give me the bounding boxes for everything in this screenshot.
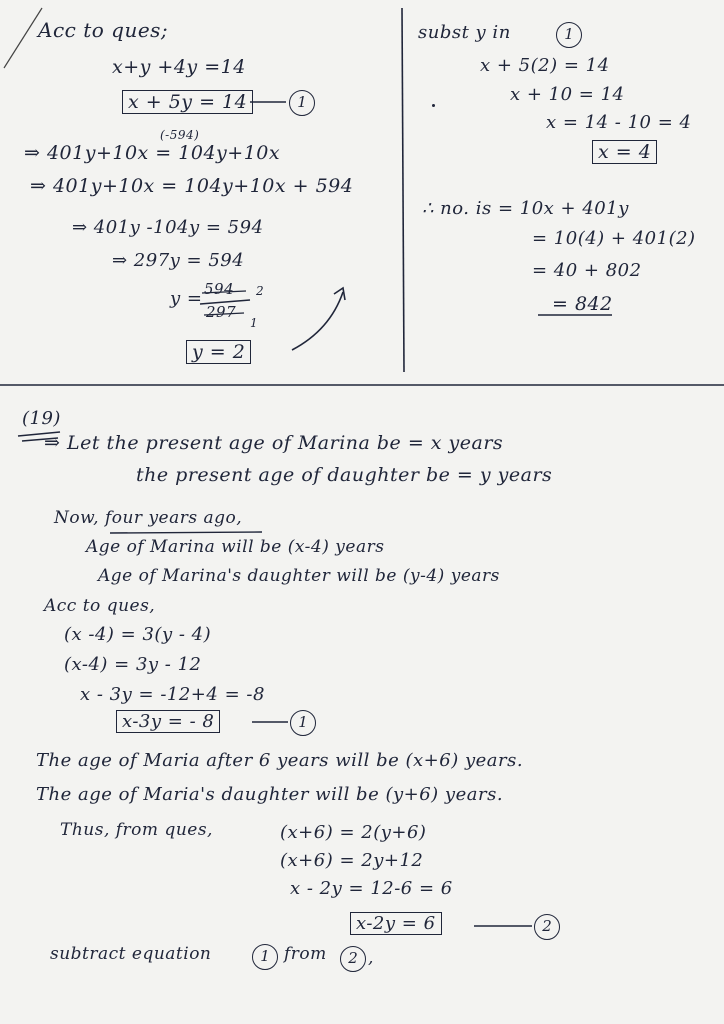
fraction-denominator: 297 bbox=[206, 303, 237, 321]
reduced-numerator: 2 bbox=[256, 284, 265, 298]
statement-line: Now, four years ago, bbox=[54, 508, 243, 528]
equation-line: = 10(4) + 401(2) bbox=[532, 228, 696, 249]
statement-line: the present age of daughter be = y years bbox=[136, 464, 553, 486]
equation-line: = 40 + 802 bbox=[532, 260, 642, 281]
statement-line: Age of Marina's daughter will be (y-4) years bbox=[98, 566, 500, 586]
stray-dot bbox=[432, 104, 435, 107]
equation-ref-circle: 2 bbox=[534, 914, 560, 940]
equation-line: x+y +4y =14 bbox=[112, 56, 246, 78]
equation-line: (x-4) = 3y - 12 bbox=[64, 654, 202, 675]
boxed-equation-1: x-3y = - 8 bbox=[116, 710, 220, 733]
four-years-underline bbox=[110, 532, 262, 533]
statement-line: Thus, from ques, bbox=[60, 820, 213, 840]
equation-line: x - 2y = 12-6 = 6 bbox=[290, 878, 453, 899]
equation-ref-circle: 1 bbox=[289, 90, 315, 116]
equation-ref-circle: 1 bbox=[556, 22, 582, 48]
acc-to-ques-label: Acc to ques, bbox=[44, 596, 156, 616]
equation-line: x + 5(2) = 14 bbox=[480, 55, 610, 76]
equation-line: x = 14 - 10 = 4 bbox=[546, 112, 692, 133]
arrow-curve bbox=[292, 292, 343, 350]
boxed-result-x: x = 4 bbox=[592, 140, 657, 164]
statement-line: The age of Maria's daughter will be (y+6) years. bbox=[36, 784, 504, 805]
equation-line: ⇒ 401y -104y = 594 bbox=[72, 217, 264, 238]
margin-annotation: (-594) bbox=[160, 128, 200, 142]
equation-line: x + 10 = 14 bbox=[510, 84, 625, 105]
equation-line: x - 3y = -12+4 = -8 bbox=[80, 684, 265, 705]
equation-line: ⇒ 401y+10x = 104y+10x bbox=[24, 142, 281, 164]
equation-ref-circle: 1 bbox=[252, 944, 278, 970]
fraction-numerator: 594 bbox=[204, 280, 235, 298]
question-number: (19) bbox=[22, 408, 61, 429]
equation-line: ⇒ 401y+10x = 104y+10x + 594 bbox=[30, 175, 354, 197]
equation-line: (x+6) = 2(y+6) bbox=[280, 822, 427, 843]
acc-to-ques-label: Acc to ques; bbox=[38, 18, 169, 42]
statement-line: subtract equation bbox=[50, 944, 212, 964]
trailing-comma: , bbox=[368, 948, 374, 968]
equation-line: (x -4) = 3(y - 4) bbox=[64, 624, 212, 645]
statement-line: ⇒ Let the present age of Marina be = x years bbox=[44, 432, 504, 454]
statement-line: The age of Maria after 6 years will be (x+6) years. bbox=[36, 750, 524, 771]
final-answer: = 842 bbox=[552, 293, 613, 315]
vertical-divider bbox=[402, 8, 404, 372]
equation-line: (x+6) = 2y+12 bbox=[280, 850, 424, 871]
substitution-label: subst y in bbox=[418, 22, 511, 43]
equation-ref-circle: 1 bbox=[290, 710, 316, 736]
equation-ref-circle: 2 bbox=[340, 946, 366, 972]
number-expression: ∴ no. is = 10x + 401y bbox=[422, 198, 629, 219]
boxed-result-y: y = 2 bbox=[186, 340, 251, 364]
statement-line: Age of Marina will be (x-4) years bbox=[86, 537, 385, 557]
equation-line: ⇒ 297y = 594 bbox=[112, 250, 245, 271]
boxed-equation-1: x + 5y = 14 bbox=[122, 90, 253, 114]
fraction-lhs: y = bbox=[170, 288, 203, 309]
statement-word: from bbox=[284, 944, 327, 964]
reduced-denominator: 1 bbox=[250, 316, 259, 330]
corner-slash bbox=[4, 8, 42, 68]
arrow-head bbox=[334, 288, 345, 300]
boxed-equation-2: x-2y = 6 bbox=[350, 912, 442, 935]
